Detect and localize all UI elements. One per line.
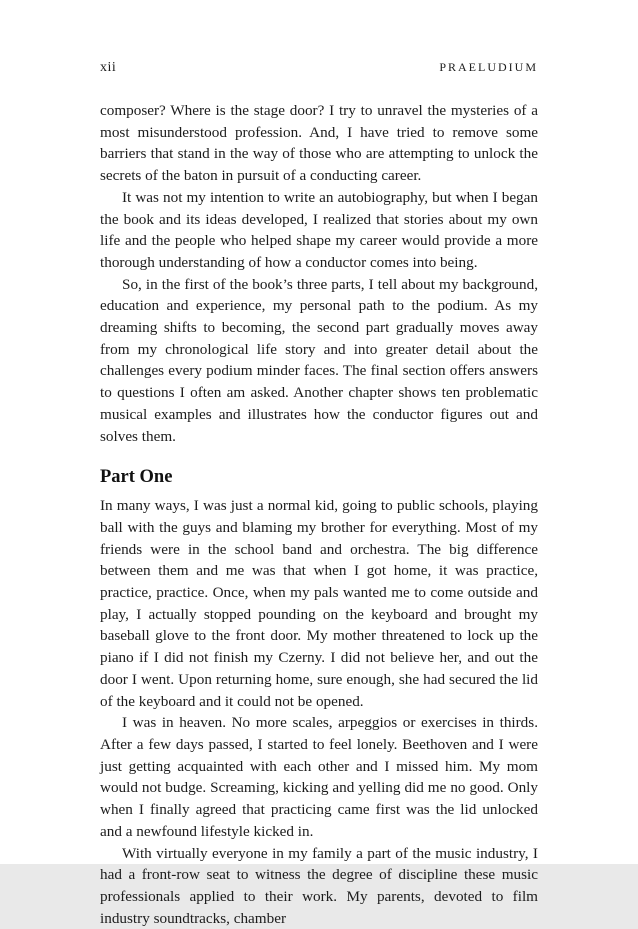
running-head [100,60,538,76]
section-heading: Part One [100,467,538,488]
running-head-title: PRAELUDIUM [439,60,538,75]
paragraph: composer? Where is the stage door? I try to unravel the mysteries of a most misunderstood profession. And, I have tried to remove some barriers that stand in the way of those who are attempting to unlock the secrets of the baton in pursuit of a conducting career. [100,100,538,187]
page-number: xii [100,60,116,76]
paragraph: I was in heaven. No more scales, arpeggios or exercises in thirds. After a few days passed, I started to feel lonely. Beethoven and I were just getting acquainted with each other and I missed him. My mom would not budge. Screaming, kicking and yelling did me no good. Only when I finally agreed that practicing came first was the lid unlocked and a newfound lifestyle kicked in. [100,712,538,842]
paragraph: With virtually everyone in my family a part of the music industry, I had a front-row seat to witness the degree of discipline these music professionals applied to their work. My parents, devoted to film industry soundtracks, chamber [100,843,538,929]
body-text [100,100,538,929]
paragraph: In many ways, I was just a normal kid, going to public schools, playing ball with the guys and blaming my brother for everything. Most of my friends were in the school band and orchestra. The big difference between them and me was that when I got home, it was practice, practice, practice. Once, when my pals wanted me to come outside and play, I actually stopped pounding on the keyboard and brought my baseball glove to the front door. My mother threatened to lock up the piano if I did not finish my Czerny. I did not believe her, and out the door I went. Upon returning home, sure enough, she had secured the lid of the keyboard and it could not be opened. [100,495,538,712]
paragraph: It was not my intention to write an autobiography, but when I began the book and its ideas developed, I realized that stories about my own life and the people who helped shape my career would provide a more thorough understanding of how a conductor comes into being. [100,187,538,274]
paragraph: So, in the first of the book’s three parts, I tell about my background, education and experience, my personal path to the podium. As my dreaming shifts to becoming, the second part gradually moves away from my chronological life story and into greater detail about the challenges every podium minder faces. The final section offers answers to questions I often am asked. Another chapter shows ten problematic musical examples and illustrates how the conductor figures out and solves them. [100,274,538,448]
